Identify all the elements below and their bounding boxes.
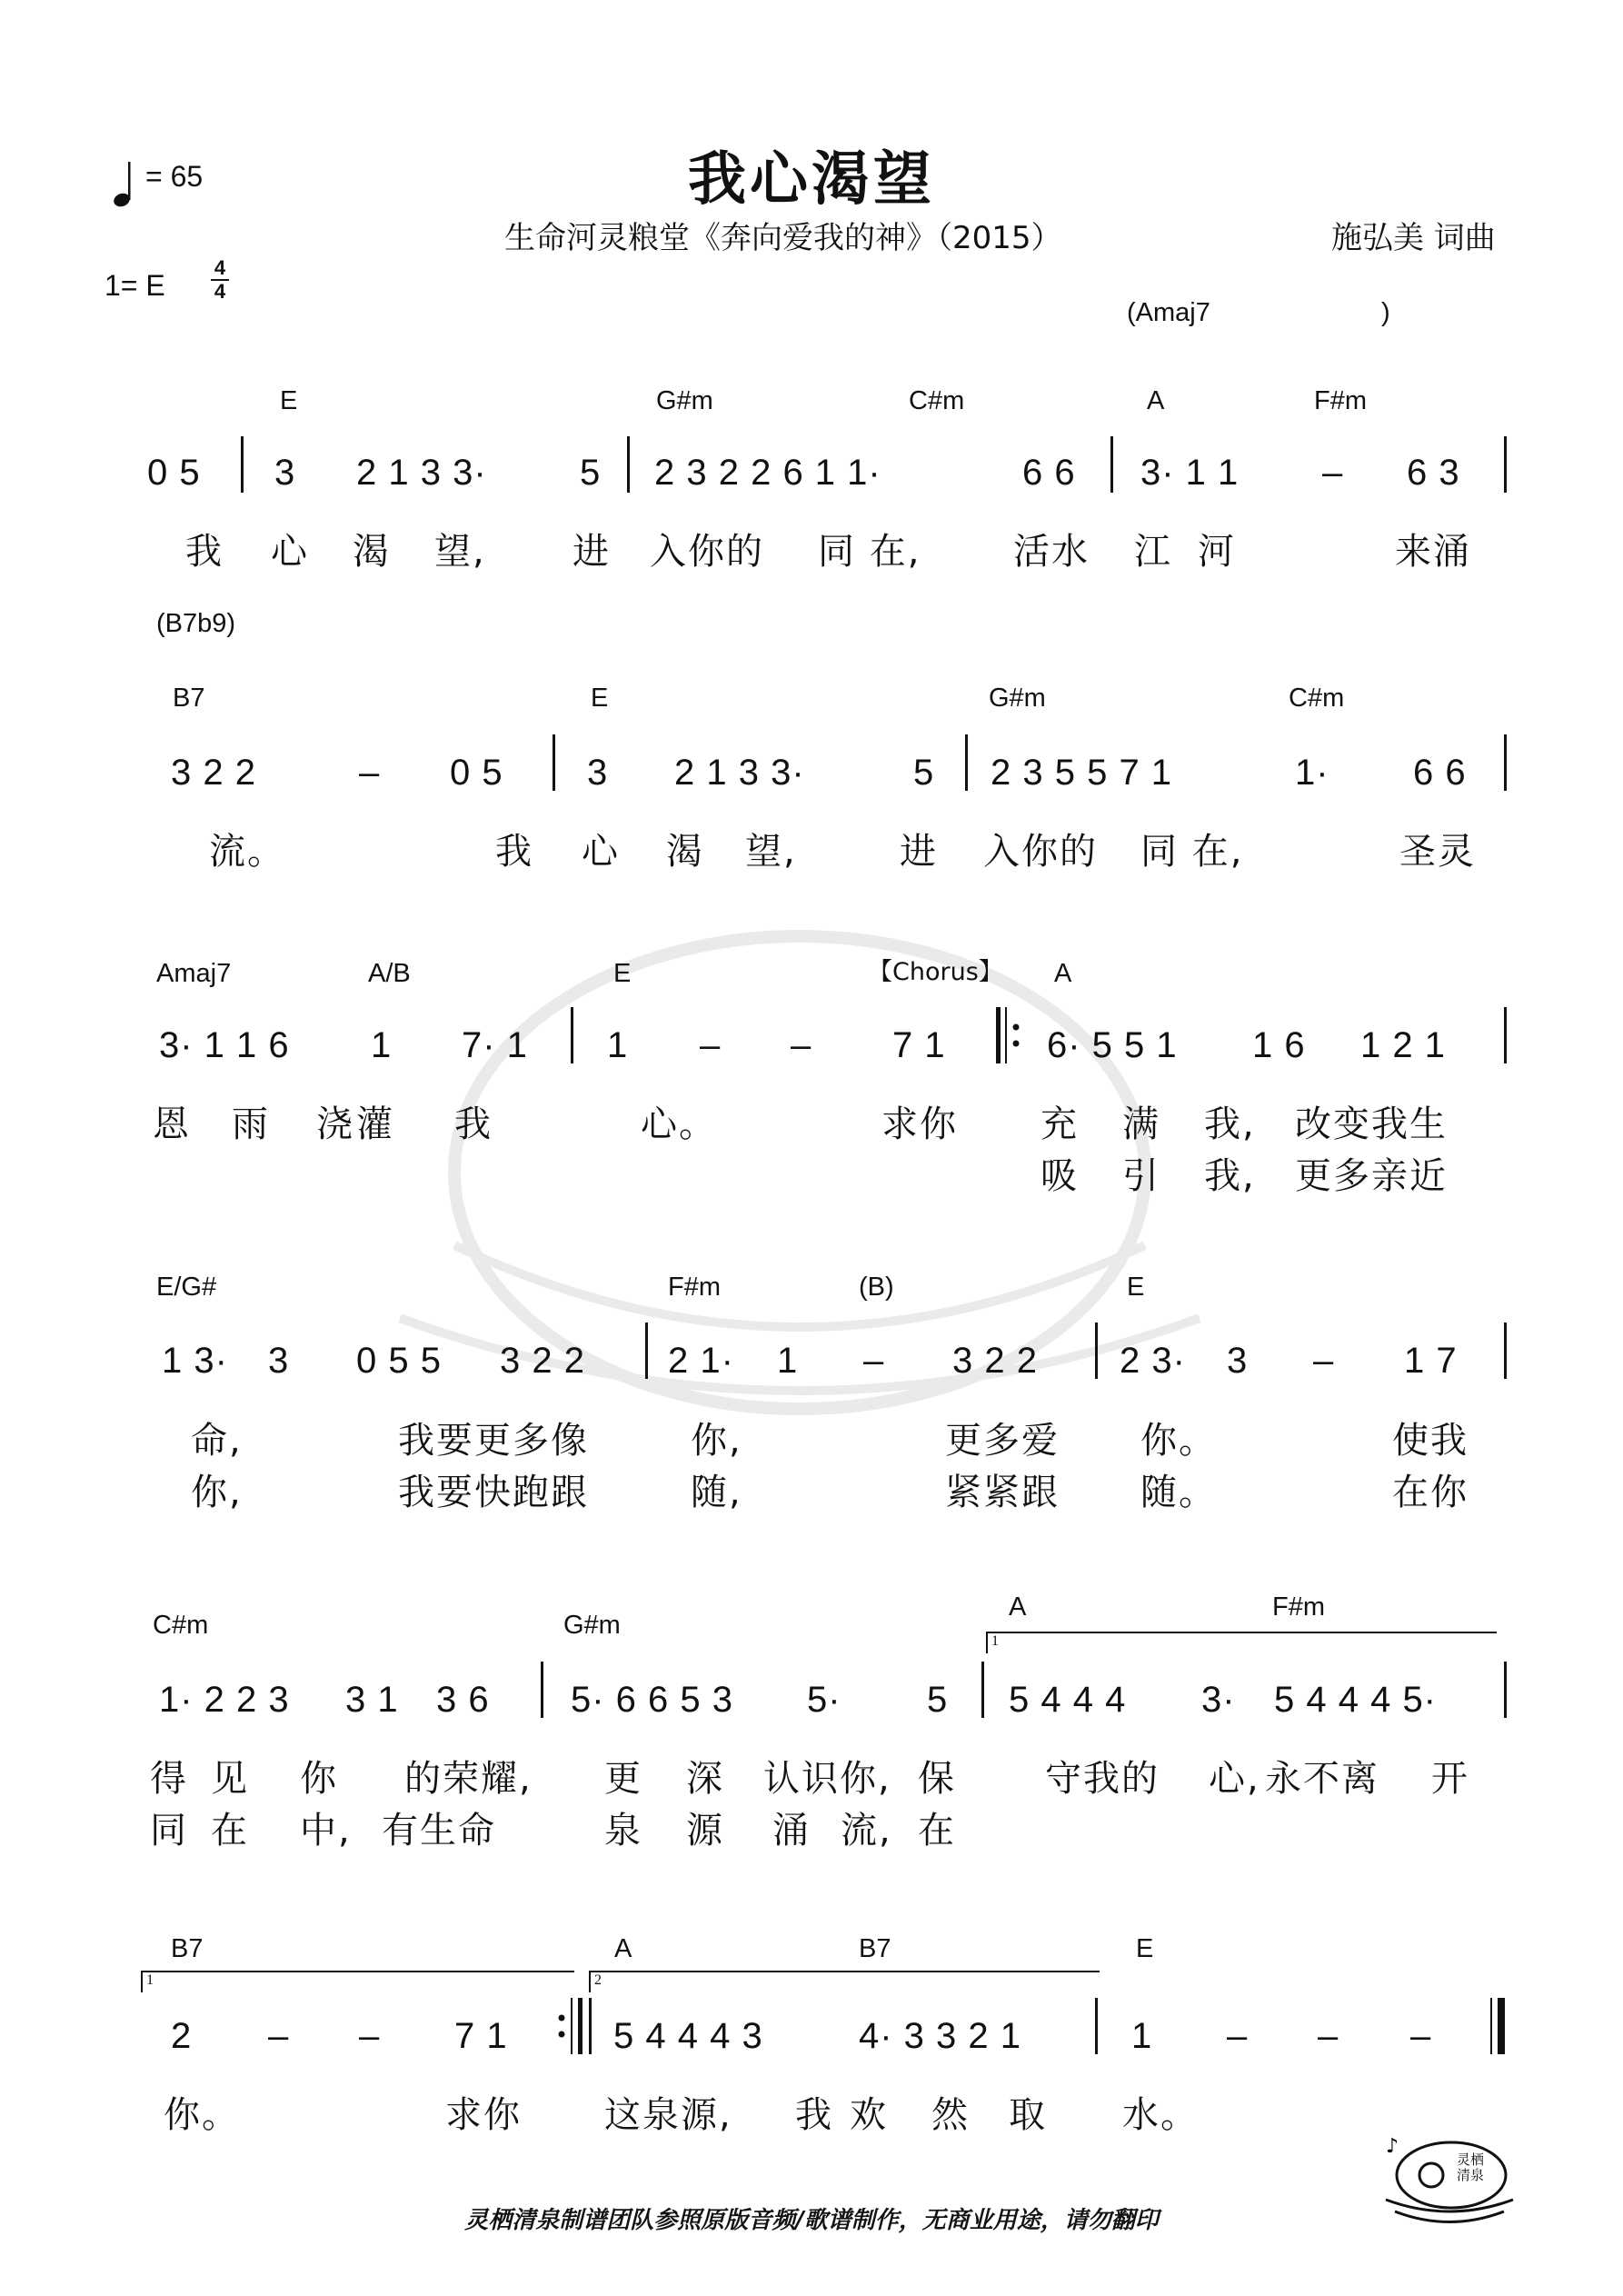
note-group: 7· 1	[462, 1025, 528, 1065]
lyric-verse2: 在	[918, 1810, 956, 1852]
lyric: 进	[573, 531, 611, 573]
lyric: 认识你,	[763, 1758, 891, 1800]
lyric: 渴	[666, 831, 704, 873]
note-group: 1·	[1295, 753, 1329, 793]
lyric-verse2: 泉	[604, 1810, 642, 1852]
chord: F#m	[1272, 1592, 1325, 1622]
chord: F#m	[668, 1273, 721, 1302]
lyric: 我	[795, 2094, 833, 2136]
note-group: 2 1·	[668, 1341, 734, 1381]
note-group: 1 3·	[162, 1341, 228, 1381]
lyric: 我	[185, 531, 224, 573]
lyric: 河	[1198, 531, 1236, 573]
author: 施弘美 词曲	[1331, 220, 1496, 256]
volta-1-number: 1	[991, 1633, 999, 1649]
lyric-verse2: 引	[1122, 1155, 1160, 1197]
barline	[627, 436, 630, 493]
lyric: 的荣耀,	[404, 1758, 533, 1800]
lyric: 心,	[1209, 1758, 1260, 1800]
lyric-verse2: 在你	[1392, 1472, 1469, 1513]
lyric: 然	[931, 2094, 970, 2136]
lyric: 恩	[153, 1103, 191, 1145]
volta-1-number: 1	[146, 1972, 154, 1988]
lyric-verse2: 源	[686, 1810, 724, 1852]
lyric-verse2: 中,	[300, 1810, 352, 1852]
lyric: 使我	[1392, 1420, 1469, 1462]
note-group: 4· 3 3 2 1	[859, 2016, 1022, 2056]
lyric: 求你	[881, 1103, 958, 1145]
barline	[541, 1662, 543, 1718]
lyric: 心。	[641, 1103, 717, 1145]
volta-2-bracket	[589, 1971, 1100, 1992]
note-group: 3 2 2	[500, 1341, 585, 1381]
chord: A	[614, 1934, 632, 1963]
note-group: 3·	[1201, 1680, 1236, 1720]
lyric-verse2: 我,	[1204, 1155, 1256, 1197]
lyric: 雨	[232, 1103, 270, 1145]
lyric: 入你的	[983, 831, 1098, 873]
chord: C#m	[909, 386, 965, 415]
chord: G#m	[656, 386, 713, 415]
barline	[589, 1998, 592, 2054]
song-title: 我心渴望	[688, 146, 935, 214]
volta-1-bracket	[141, 1971, 574, 1992]
lyric: 圣灵	[1399, 831, 1476, 873]
barline	[645, 1323, 648, 1379]
volta-1-bracket	[986, 1632, 1497, 1653]
tempo: = 65	[145, 160, 204, 193]
note-group: 5	[913, 753, 935, 793]
note-group: 0 5	[450, 753, 503, 793]
note-group: –	[359, 2016, 381, 2056]
lyric-verse2: 紧紧跟	[945, 1472, 1060, 1513]
note-group: 7 1	[892, 1025, 946, 1065]
note-group: –	[791, 1025, 812, 1065]
lyric: 江	[1134, 531, 1172, 573]
lyric: 取	[1009, 2094, 1047, 2136]
note-group: 2 3·	[1120, 1341, 1186, 1381]
lyric: 这泉源,	[604, 2094, 732, 2136]
note-group: –	[1313, 1341, 1335, 1381]
chord: B7	[173, 684, 205, 713]
chord-amaj7-paren: (Amaj7	[1127, 298, 1210, 327]
key-signature: 1= E	[105, 269, 165, 302]
lyric: 欢	[850, 2094, 888, 2136]
chord-b7b9-paren: (B7b9)	[156, 609, 236, 638]
chord: Amaj7	[156, 959, 232, 988]
note-group: 2	[171, 2016, 193, 2056]
note-group: 1 6	[1252, 1025, 1306, 1065]
barline	[1504, 1007, 1507, 1063]
note-group: 5 4 4 4 5·	[1274, 1680, 1438, 1720]
note-group: 3 2 2	[952, 1341, 1038, 1381]
chord: C#m	[153, 1611, 209, 1640]
lyric: 见	[211, 1758, 249, 1800]
brand-logo	[1377, 2125, 1522, 2229]
note-group: 1	[607, 1025, 629, 1065]
note-group: 6· 5 5 1	[1047, 1025, 1178, 1065]
time-signature: 4 4	[211, 257, 229, 303]
note-group: –	[863, 1341, 885, 1381]
note-group: 3 2 2	[171, 753, 256, 793]
lyric: 你	[300, 1758, 338, 1800]
note-group: 6 6	[1022, 453, 1076, 493]
lyric: 来涌	[1395, 531, 1471, 573]
chord: G#m	[563, 1611, 621, 1640]
lyric: 永不离	[1265, 1758, 1379, 1800]
note-group: 2 3 2 2 6 1 1·	[654, 453, 881, 493]
lyric: 满	[1122, 1103, 1160, 1145]
note-group: 3· 1 1 6	[159, 1025, 290, 1065]
barline	[1504, 1662, 1507, 1718]
barline	[981, 1662, 984, 1718]
chord-paren-close: )	[1381, 298, 1390, 327]
note-group: –	[268, 2016, 290, 2056]
barline	[1095, 1998, 1098, 2054]
note-group: 1 2 1	[1360, 1025, 1446, 1065]
lyric: 灌	[356, 1103, 394, 1145]
note-group: 3 1	[345, 1680, 399, 1720]
chord: A/B	[368, 959, 411, 988]
barline	[553, 734, 555, 791]
note-group: 1· 2 2 3	[159, 1680, 290, 1720]
lyric: 望,	[745, 831, 797, 873]
chord: F#m	[1314, 386, 1367, 415]
note-group: 6 3	[1407, 453, 1460, 493]
lyric-verse2: 我要快跑跟	[398, 1472, 589, 1513]
lyric: 命,	[191, 1420, 243, 1462]
svg-text:♪: ♪	[1386, 2135, 1399, 2158]
note-group: 1	[371, 1025, 393, 1065]
lyric-verse2: 流,	[841, 1810, 892, 1852]
lyric-verse2: 随。	[1140, 1472, 1217, 1513]
lyric: 同 在,	[818, 531, 921, 573]
note-group: 5	[927, 1680, 949, 1720]
lyric: 望,	[434, 531, 486, 573]
footer-notice: 灵栖清泉制谱团队参照原版音频/歌谱制作，无商业用途，请勿翻印	[464, 2207, 1159, 2234]
lyric-verse2: 有生命	[382, 1810, 496, 1852]
note-group: –	[700, 1025, 722, 1065]
lyric: 我	[495, 831, 533, 873]
chord: A	[1009, 1592, 1027, 1622]
note-group: 3· 1 1	[1140, 453, 1240, 493]
lyric-verse2: 同	[150, 1810, 188, 1852]
chord: A	[1054, 959, 1072, 988]
lyric: 渴	[353, 531, 391, 573]
chord: E	[1136, 1934, 1154, 1963]
chord: A	[1147, 386, 1165, 415]
note-group: –	[1410, 2016, 1432, 2056]
note-group: 3 6	[436, 1680, 490, 1720]
lyric: 开	[1431, 1758, 1469, 1800]
note-group: 5	[580, 453, 602, 493]
lyric: 我要更多像	[398, 1420, 589, 1462]
note-group: 0 5 5	[356, 1341, 442, 1381]
barline	[1504, 436, 1507, 493]
lyric: 水。	[1122, 2094, 1199, 2136]
lyric-verse2: 你,	[191, 1472, 243, 1513]
chord: E	[591, 684, 609, 713]
lyric: 保	[918, 1758, 956, 1800]
lyric-verse2: 更多亲近	[1295, 1155, 1448, 1197]
note-group: 1	[1131, 2016, 1153, 2056]
barline	[1095, 1323, 1098, 1379]
note-group: 5· 6 6 5 3	[571, 1680, 734, 1720]
chorus-label: 【Chorus】	[868, 958, 1003, 986]
note-group: 3	[268, 1341, 290, 1381]
watermark-logo	[345, 900, 1254, 1449]
lyric: 更	[604, 1758, 642, 1800]
barline	[571, 1007, 573, 1063]
lyric: 入你的	[650, 531, 764, 573]
lyric: 我	[454, 1103, 493, 1145]
lyric: 心	[271, 531, 309, 573]
lyric: 活水	[1013, 531, 1090, 573]
lyric: 心	[582, 831, 620, 873]
lyric: 你,	[691, 1420, 742, 1462]
repeat-end-sign	[556, 1998, 587, 2060]
brand-logo-text: 灵栖清泉	[1457, 2151, 1485, 2183]
lyric: 更多爱	[945, 1420, 1060, 1462]
note-group: 2 3 5 5 7 1	[991, 753, 1173, 793]
barline	[241, 436, 244, 493]
lyric: 你。	[1140, 1420, 1217, 1462]
source-album: 生命河灵粮堂《奔向爱我的神》（2015）	[504, 220, 1062, 256]
lyric: 浇	[316, 1103, 354, 1145]
chord: E	[1127, 1273, 1145, 1302]
chord: C#m	[1289, 684, 1345, 713]
note-group: –	[1227, 2016, 1249, 2056]
note-group: 5·	[807, 1680, 841, 1720]
lyric-verse2: 吸	[1041, 1155, 1079, 1197]
note-group: 3	[274, 453, 296, 493]
chord: G#m	[989, 684, 1046, 713]
lyric-verse2: 在	[211, 1810, 249, 1852]
lyric-verse2: 涌	[772, 1810, 811, 1852]
lyric: 改变我生	[1295, 1103, 1448, 1145]
lyric: 求你	[445, 2094, 522, 2136]
note-group: 1	[777, 1341, 799, 1381]
chord: (B)	[859, 1273, 894, 1302]
lyric: 你。	[164, 2094, 240, 2136]
note-group: 0 5	[147, 453, 201, 493]
barline	[1504, 1323, 1507, 1379]
volta-2-number: 2	[594, 1972, 602, 1988]
final-barline	[1490, 1998, 1510, 2060]
note-group: 5 4 4 4	[1009, 1680, 1127, 1720]
chord: B7	[171, 1934, 204, 1963]
chord: E	[613, 959, 632, 988]
barline	[1110, 436, 1113, 493]
repeat-start-sign	[996, 1007, 1027, 1069]
note-group: 3	[587, 753, 609, 793]
note-group: 6 6	[1413, 753, 1467, 793]
lyric: 进	[900, 831, 938, 873]
note-group: –	[1318, 2016, 1339, 2056]
chord: E	[280, 386, 298, 415]
note-group: –	[1322, 453, 1344, 493]
lyric: 流。	[209, 831, 285, 873]
lyric: 得	[150, 1758, 188, 1800]
barline	[965, 734, 968, 791]
barline	[1504, 734, 1507, 791]
note-group: 3	[1227, 1341, 1249, 1381]
note-group: 1 7	[1404, 1341, 1458, 1381]
lyric: 我,	[1204, 1103, 1256, 1145]
note-group: 7 1	[454, 2016, 508, 2056]
lyric: 深	[686, 1758, 724, 1800]
lyric: 同 在,	[1140, 831, 1244, 873]
note-group: 2 1 3 3·	[674, 753, 805, 793]
lyric: 充	[1041, 1103, 1079, 1145]
chord: B7	[859, 1934, 891, 1963]
note-group: 5 4 4 4 3	[613, 2016, 763, 2056]
lyric-verse2: 随,	[691, 1472, 742, 1513]
note-group: 2 1 3 3·	[356, 453, 487, 493]
lyric: 守我的	[1045, 1758, 1160, 1800]
chord: E/G#	[156, 1273, 217, 1302]
note-group: –	[359, 753, 381, 793]
